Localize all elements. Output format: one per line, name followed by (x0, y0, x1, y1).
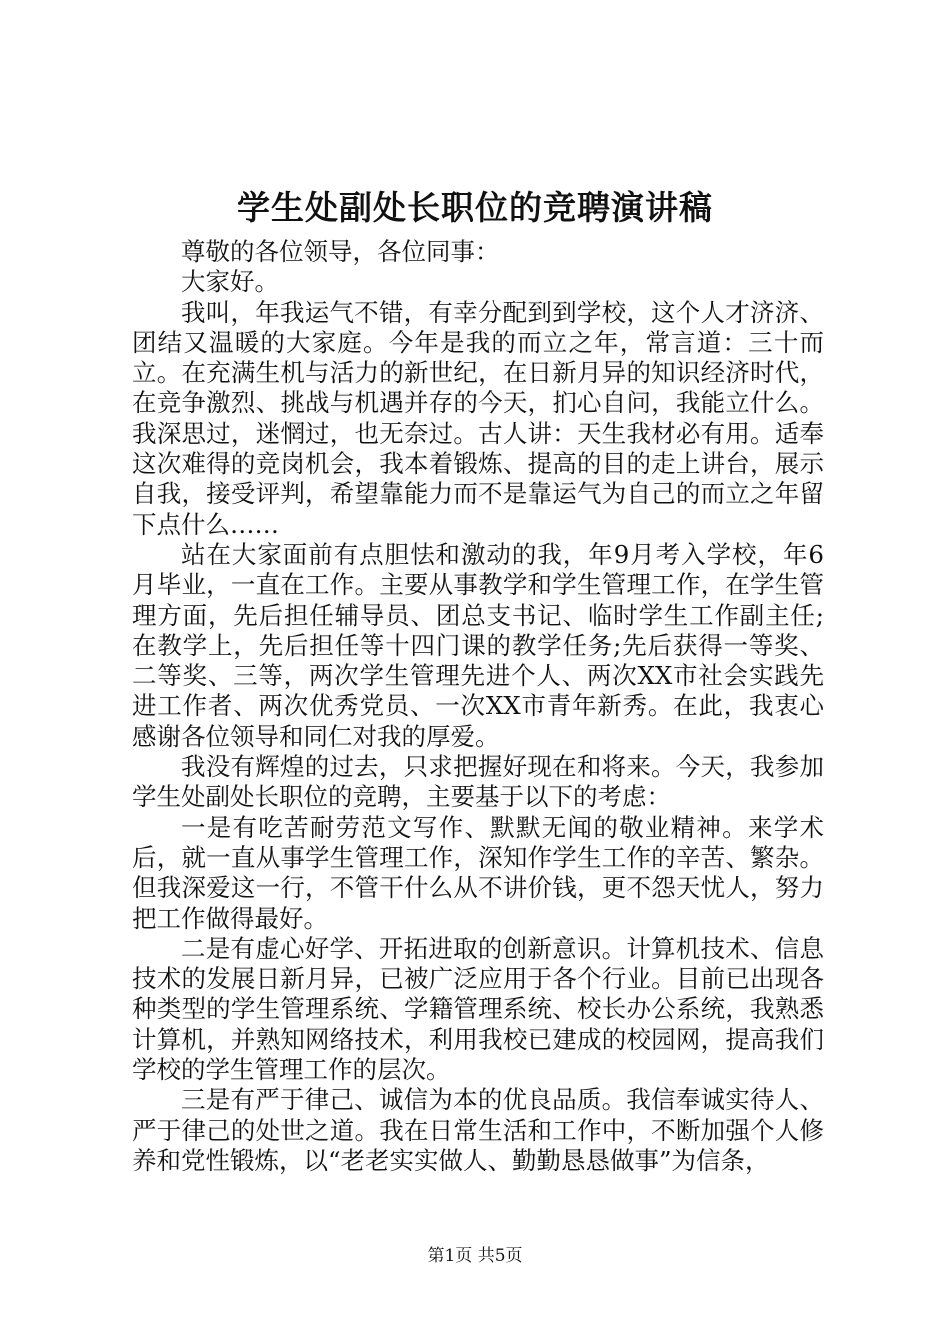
paragraph-reason-two: 二是有虚心好学、开拓进取的创新意识。计算机技术、信息技术的发展日新月异，已被广泛应用于各个行业。目前已出现各种类型的学生管理系统、学籍管理系统、校长办公系统，我熟悉计算机，并熟知网络技术，利用我校已建成的校园网，提高我们学校的学生管理工作的层次。 (132, 933, 824, 1085)
document-title: 学生处副处长职位的竞聘演讲稿 (237, 188, 713, 227)
paragraph-intro: 我叫，年我运气不错，有幸分配到到学校，这个人才济济、团结又温暖的大家庭。今年是我的而立之年，常言道：三十而立。在充满生机与活力的新世纪，在日新月异的知识经济时代，在竞争激烈、挑战与机遇并存的今天，扪心自问，我能立什么。我深思过，迷惘过，也无奈过。古人讲：天生我材必有用。适奉这次难得的竞岗机会，我本着锻炼、提高的目的走上讲台，展示自我，接受评判，希望靠能力而不是靠运气为自己的而立之年留下点什么…… (132, 297, 824, 539)
paragraph-greeting: 尊敬的各位领导，各位同事： (181, 237, 500, 266)
paragraph-reason-three: 三是有严于律己、诚信为本的优良品质。我信奉诚实待人、严于律己的处世之道。我在日常生活和工作中，不断加强个人修养和党性锻炼，以“老老实实做人、勤勤恳恳做事”为信条， (132, 1085, 824, 1175)
document-body (132, 237, 824, 1176)
paragraph-reason-one: 一是有吃苦耐劳范文写作、默默无闻的敬业精神。来学术后，就一直从事学生管理工作，深知作学生工作的辛苦、繁杂。但我深爱这一行，不管干什么从不讲价钱，更不怨天忧人，努力把工作做得最好。 (132, 812, 824, 933)
paragraph-reasons: 我没有辉煌的过去，只求把握好现在和将来。今天，我参加学生处副处长职位的竞聘，主要基于以下的考虑： (132, 752, 824, 812)
paragraph-background: 站在大家面前有点胆怯和激动的我，年9月考入学校，年6月毕业，一直在工作。主要从事教学和学生管理工作，在学生管理方面，先后担任辅导员、团总支书记、临时学生工作副主任;在教学上，先后担任等十四门课的教学任务;先后获得一等奖、二等奖、三等，两次学生管理先进个人、两次XX市社会实践先进工作者、两次优秀党员、一次XX市青年新秀。在此，我衷心感谢各位领导和同仁对我的厚爱。 (132, 539, 824, 751)
paragraph-hello: 大家好。 (181, 267, 279, 297)
page-number-footer: 第1页 共5页 (427, 1246, 523, 1266)
